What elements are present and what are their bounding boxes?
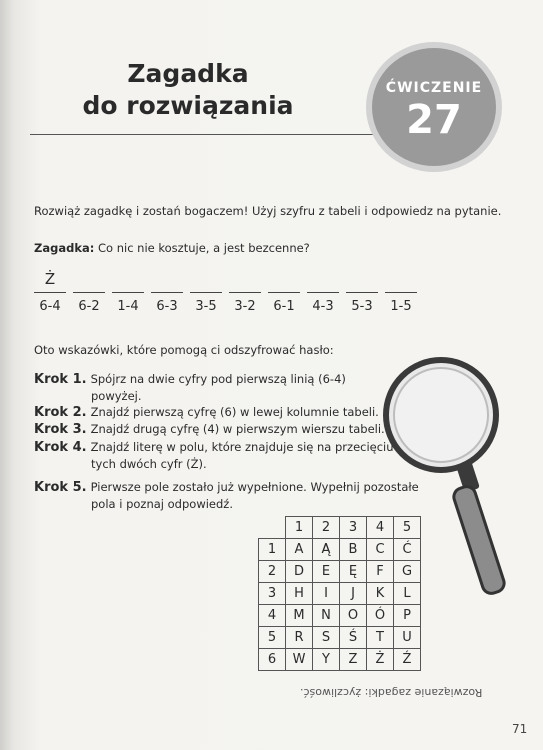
- cipher-answer-letter[interactable]: [268, 268, 300, 290]
- cipher-cell[interactable]: [112, 268, 144, 314]
- table-cell: Ę: [340, 561, 367, 583]
- step-text: Spójrz na dwie cyfry pod pierwszą linią (6-4): [90, 372, 346, 386]
- answer-line: [346, 292, 378, 293]
- cipher-cell[interactable]: [190, 268, 222, 314]
- cipher-answer-letter[interactable]: [151, 268, 183, 290]
- riddle: [34, 240, 310, 256]
- cipher-cell[interactable]: [229, 268, 261, 314]
- riddle-label: Zagadka:: [34, 241, 95, 255]
- cipher-code: 3-5: [195, 299, 217, 314]
- exercise-badge: [366, 42, 502, 172]
- table-cell: F: [367, 561, 394, 583]
- upside-down-answer: Rozwiązanie zagadki: życzliwość.: [300, 686, 483, 699]
- cipher-cell[interactable]: [307, 268, 339, 314]
- table-cell: W: [286, 649, 313, 671]
- cipher-code: 6-2: [78, 299, 100, 314]
- cipher-cell[interactable]: [34, 268, 66, 314]
- answer-line: [151, 292, 183, 293]
- answer-line: [385, 292, 417, 293]
- table-row: [259, 627, 421, 649]
- answer-line: [268, 292, 300, 293]
- column-header: 5: [394, 517, 421, 539]
- cipher-code: 4-3: [312, 299, 334, 314]
- step-2: [34, 404, 379, 421]
- cipher-code: 6-3: [156, 299, 178, 314]
- cipher-answer-letter[interactable]: [190, 268, 222, 290]
- step-label: Krok 4.: [34, 440, 87, 455]
- step-label: Krok 2.: [34, 405, 87, 420]
- step-5: [34, 479, 419, 512]
- cipher-cell[interactable]: [268, 268, 300, 314]
- table-cell: G: [394, 561, 421, 583]
- table-cell: A: [286, 539, 313, 561]
- step-text-continued: pola i poznaj odpowiedź.: [91, 497, 233, 511]
- column-header: 4: [367, 517, 394, 539]
- table-cell: Ó: [367, 605, 394, 627]
- table-cell: E: [313, 561, 340, 583]
- riddle-question: Co nic nie kosztuje, a jest bezcenne?: [98, 241, 310, 255]
- cipher-answer-letter[interactable]: [229, 268, 261, 290]
- table-cell: O: [340, 605, 367, 627]
- answer-line: [34, 292, 66, 293]
- step-text-continued: tych dwóch cyfr (Ż).: [91, 457, 207, 471]
- table-row: [259, 649, 421, 671]
- table-cell: Ś: [340, 627, 367, 649]
- row-header: 4: [259, 605, 286, 627]
- step-3: [34, 421, 385, 438]
- step-text: Pierwsze pole zostało już wypełnione. Wypełnij pozostałe: [90, 480, 419, 494]
- table-cell: H: [286, 583, 313, 605]
- table-cell: U: [394, 627, 421, 649]
- table-cell: L: [394, 583, 421, 605]
- step-text: Znajdź drugą cyfrę (4) w pierwszym wierszu tabeli.: [90, 422, 385, 436]
- cipher-code: 6-4: [39, 299, 61, 314]
- row-header: 2: [259, 561, 286, 583]
- table-cell: Ź: [394, 649, 421, 671]
- cipher-answer-letter[interactable]: [385, 268, 417, 290]
- table-cell: D: [286, 561, 313, 583]
- intro-text: Rozwiąż zagadkę i zostań bogaczem! Użyj szyfru z tabeli i odpowiedz na pytanie.: [34, 204, 502, 218]
- table-cell: J: [340, 583, 367, 605]
- table-cell: Ć: [394, 539, 421, 561]
- answer-line: [73, 292, 105, 293]
- badge-number: 27: [406, 97, 462, 143]
- table-cell: S: [313, 627, 340, 649]
- table-cell: K: [367, 583, 394, 605]
- magnifier-icon: [376, 355, 511, 605]
- cipher-cell[interactable]: [151, 268, 183, 314]
- table-cell: M: [286, 605, 313, 627]
- row-header: 5: [259, 627, 286, 649]
- title-line-1: Zagadka: [127, 59, 249, 88]
- table-cell: I: [313, 583, 340, 605]
- answer-line: [307, 292, 339, 293]
- column-header: 3: [340, 517, 367, 539]
- table-cell: T: [367, 627, 394, 649]
- cipher-cell[interactable]: [346, 268, 378, 314]
- table-cell: Z: [340, 649, 367, 671]
- badge-label: ĆWICZENIE: [385, 80, 483, 96]
- cipher-cell[interactable]: [73, 268, 105, 314]
- table-corner: [259, 517, 286, 539]
- table-cell: Y: [313, 649, 340, 671]
- cipher-answer-letter[interactable]: [112, 268, 144, 290]
- step-label: Krok 5.: [34, 480, 87, 495]
- table-cell: B: [340, 539, 367, 561]
- cipher-code: 6-1: [273, 299, 295, 314]
- cipher-row: [34, 268, 417, 314]
- table-row: [259, 605, 421, 627]
- table-cell: P: [394, 605, 421, 627]
- cipher-answer-letter[interactable]: [346, 268, 378, 290]
- step-text: Znajdź literę w polu, które znajduje się na przecięciu: [90, 440, 394, 454]
- table-cell: R: [286, 627, 313, 649]
- step-text-continued: powyżej.: [91, 389, 142, 403]
- table-cell: Ą: [313, 539, 340, 561]
- step-1: [34, 371, 346, 404]
- table-cell: N: [313, 605, 340, 627]
- cipher-code: 1-5: [390, 299, 412, 314]
- cipher-answer-letter[interactable]: [307, 268, 339, 290]
- step-label: Krok 1.: [34, 372, 87, 387]
- column-header: 1: [286, 517, 313, 539]
- answer-line: [190, 292, 222, 293]
- row-header: 3: [259, 583, 286, 605]
- cipher-code: 3-2: [234, 299, 256, 314]
- step-label: Krok 3.: [34, 422, 87, 437]
- row-header: 6: [259, 649, 286, 671]
- exercise-title: [58, 58, 318, 122]
- cipher-cell[interactable]: [385, 268, 417, 314]
- step-text: Znajdź pierwszą cyfrę (6) w lewej kolumnie tabeli.: [90, 405, 379, 419]
- cipher-code: 1-4: [117, 299, 139, 314]
- answer-line: [229, 292, 261, 293]
- column-header: 2: [313, 517, 340, 539]
- cipher-answer-letter[interactable]: [73, 268, 105, 290]
- row-header: 1: [259, 539, 286, 561]
- table-cell: Ż: [367, 649, 394, 671]
- hints-intro: Oto wskazówki, które pomogą ci odszyfrować hasło:: [34, 343, 334, 357]
- title-divider: [30, 134, 380, 135]
- cipher-code: 5-3: [351, 299, 373, 314]
- page-number: 71: [512, 722, 528, 736]
- answer-line: [112, 292, 144, 293]
- step-4: [34, 439, 394, 472]
- title-line-2: do rozwiązania: [82, 91, 294, 120]
- cipher-answer-letter[interactable]: Ż: [44, 270, 56, 288]
- table-cell: C: [367, 539, 394, 561]
